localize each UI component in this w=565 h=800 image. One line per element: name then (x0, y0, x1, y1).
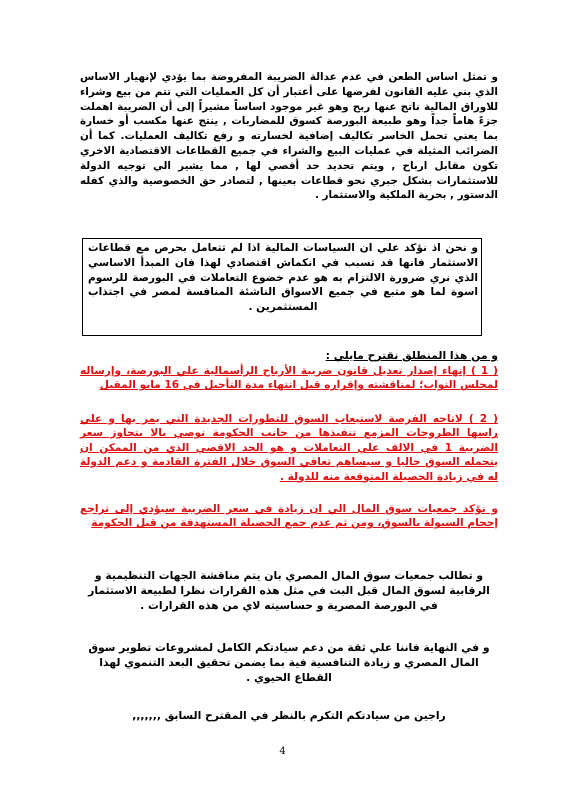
paragraph-1: و تمثل اساس الطعن في عدم عدالة الضريبة المفروضة بما يؤدي لإنهيار الاساس الذي بني عليه القانون لفرضها على أعتبار أن كل العمليات التي تتم من بيع وشراء للاوراق المالية ناتج عنها ربح وهو غير موجود اساساً مشيراً إلى أن الضريبة اهملت جزءً هاماً جداً وهو طبيعة البورصة كسوق للمضاربات , ينتج عنها مكسب أو خسارة بما يعني تحمل الخاسر تكاليف إضافية لخسارته و رفع تكاليف العمليات. كما أن الضرائب المثيلة في عمليات البيع والشراء في جميع القطاعات الاقتصادية الاخري تكون مقابل ارباح , ويتم تحديد حد أقصي لها , مما يشير الي توجيه الدولة للاستثمارات بشكل جبري نحو قطاعات بعينها , لتصادر حق الخصوصية والذي كفله الدستور , بحرية الملكية والاستثمار . (80, 71, 498, 202)
proposal-2: ( 2 ) لاتاحه الفرصة لاستيعاب السوق للتطورات الجديدة التي يمر بها و علي راسها الطروحات المزمع تنفيذها من جانب الحكومة نوصي بالا يتجاوز سعر الضريبة 1 في الالف علي التعاملات و هو الحد الاقصي الذي من الممكن ان يتحمله السوق حاليا و سيساهم تعافي السوق خلال الفترة القادمة و دعم الدولة له في زيادة الحصيلة المتوقعة منه للدولة . (80, 413, 498, 483)
proposal-3: و نؤكد جمعيات سوق المال الي ان زيادة في سعر الضريبة سيؤدي إلى تراجع إحجام السيولة بالسوق، ومن ثم عدم جمع الحصيلة المستهدفة من قبل الحكومة (80, 503, 498, 530)
proposal-1: ( 1 ) إنهاء إصدار تعديل قانون ضريبة الأرباح الرأسمالية علي البورصة، وإرساله لمجلس النواب؛ لمناقشته وإقراره قبل انتهاء مدة التأجيل في 16 مايو المقبل (80, 365, 499, 392)
boxed-paragraph: و نحن اذ نؤكد علي ان السياسات المالية اذا لم تتعامل بحرص مع قطاعات الاستثمار فانها قد تسبب في انكماش اقتصادي لهذا فان المبدأ الاساسي الذي نري ضرورة الالتزام به هو عدم خضوع التعاملات في البورصة للرسوم اسوة لما هو متبع في جميع الاسواق الناشئة المنافسة لمصر في اجتذاب المستثمرين . (88, 242, 478, 314)
page-number: 4 (279, 746, 286, 757)
paragraph-3: و تطالب جمعيات سوق المال المصري بان يتم مناقشة الجهات التنظيمية و الرقابية لسوق المال قبل البت في مثل هذه القرارات نظرا لطبيعة الاستثمار في البورصة المصرية و حساسيته لاي من هذه القرارات . (88, 569, 490, 612)
closing-line: راجين من سيادتكم التكرم بالنظر في المقترح السابق ,,,,,,, (132, 709, 446, 722)
proposals-heading: و من هذا المنطلق نقترح مايلي : (325, 349, 498, 362)
paragraph-4: و في النهاية فاننا علي ثقة من دعم سيادتكم الكامل لمشروعات تطوير سوق المال المصري و زيادة التنافسية فية بما يضمن تحقيق البعد التنموي لهذا القطاع الحيوي . (88, 641, 490, 684)
